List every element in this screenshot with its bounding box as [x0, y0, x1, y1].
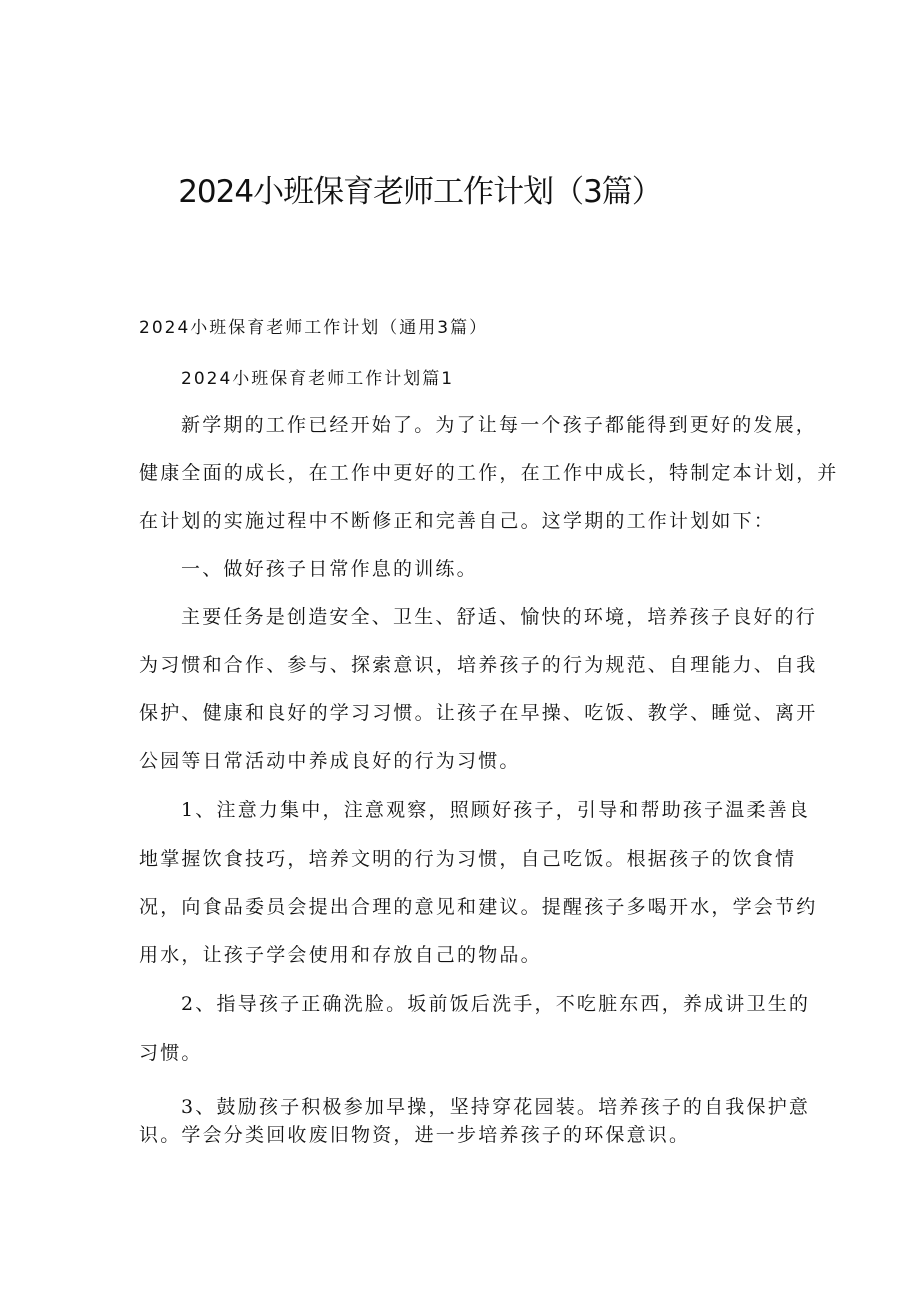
- paragraph-line: 为习惯和合作、参与、探索意识，培养孩子的行为规范、自理能力、自我: [139, 654, 818, 676]
- paragraph-line: 用水，让孩子学会使用和存放自己的物品。: [139, 944, 542, 966]
- paragraph-line: 识。学会分类回收废旧物资，进一步培养孩子的环保意识。: [139, 1124, 691, 1146]
- document-subtitle: 2024小班保育老师工作计划（通用3篇）: [139, 318, 489, 338]
- paragraph-line: 健康全面的成长，在工作中更好的工作，在工作中成长，特制定本计划，并: [139, 462, 839, 484]
- paragraph-line: 况，向食品委员会提出合理的意见和建议。提醒孩子多喝开水，学会节约: [139, 896, 818, 918]
- paragraph-line: 保护、健康和良好的学习习惯。让孩子在早操、吃饭、教学、睡觉、离开: [139, 702, 818, 724]
- paragraph-line: 1、注意力集中，注意观察，照顾好孩子，引导和帮助孩子温柔善良: [181, 799, 811, 821]
- paragraph-line: 主要任务是创造安全、卫生、舒适、愉快的环境，培养孩子良好的行: [181, 606, 818, 628]
- paragraph-line: 在计划的实施过程中不断修正和完善自己。这学期的工作计划如下：: [139, 510, 776, 532]
- section-heading: 一、做好孩子日常作息的训练。: [181, 558, 478, 580]
- paragraph-line: 2、指导孩子正确洗脸。坂前饭后洗手，不吃脏东西，养成讲卫生的: [181, 993, 811, 1015]
- paragraph-line: 3、鼓励孩子积极参加早操，坚持穿花园装。培养孩子的自我保护意: [181, 1096, 811, 1118]
- paragraph-line: 地掌握饮食技巧，培养文明的行为习惯，自己吃饭。根据孩子的饮食情: [139, 848, 797, 870]
- article-heading: 2024小班保育老师工作计划篇1: [181, 369, 455, 389]
- paragraph-line: 公园等日常活动中养成良好的行为习惯。: [139, 750, 521, 772]
- paragraph-line: 习惯。: [139, 1042, 203, 1064]
- document-title: 2024小班保育老师工作计划（3篇）: [178, 174, 662, 210]
- paragraph-line: 新学期的工作已经开始了。为了让每一个孩子都能得到更好的发展，: [181, 414, 818, 436]
